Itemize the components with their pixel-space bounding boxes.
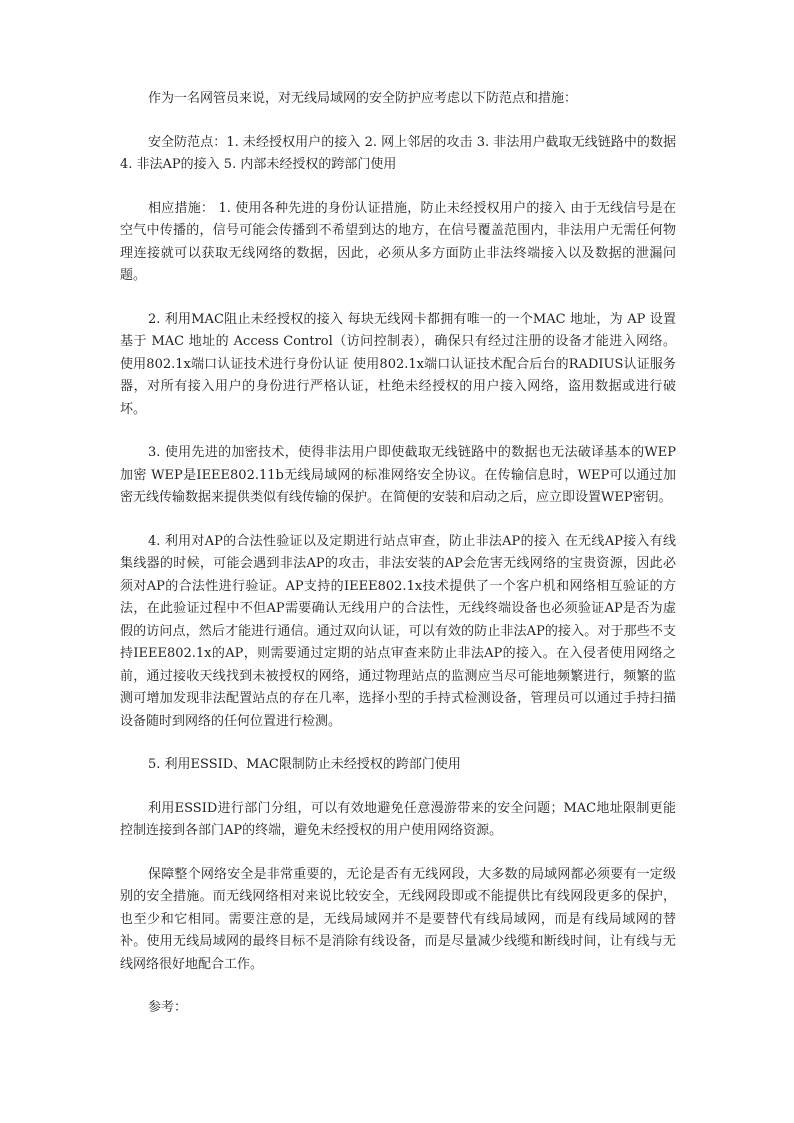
intro-paragraph: 作为一名网管员来说，对无线局域网的安全防护应考虑以下防范点和措施： (148, 91, 578, 106)
measure-2-paragraph: 2. 利用MAC阻止未经授权的接入 每块无线网卡都拥有唯一的一个MAC 地址，为 AP 设置基于 MAC 地址的 Access Control（访问控制表），确保只有经过注册的设备才能进入网络。 使用802.1x端口认证技术进行身份认证 使用802.1x端口认证技术配合后台的RADIUS认证服务器，对所有接入用户的身份进行严格认证，杜绝未经授权的用户接入网络，盗用数据或进行破坏。 (120, 311, 676, 417)
document-body (120, 88, 676, 1041)
measure-1-paragraph: 相应措施： 1. 使用各种先进的身份认证措施，防止未经授权用户的接入 由于无线信号是在空气中传播的，信号可能会传播到不希望到达的地方，在信号覆盖范围内，非法用户无需任何物理连接就可以获取无线网络的数据，因此，必须从多方面防止非法终端接入以及数据的泄漏问题。 (120, 200, 676, 283)
conclusion-paragraph: 保障整个网络安全是非常重要的，无论是否有无线网段，大多数的局域网都必须要有一定级别的安全措施。而无线网络相对来说比较安全，无线网段即或不能提供比有线网段更多的保护，也至少和它相同。需要注意的是，无线局域网并不是要替代有线局域网，而是有线局域网的替补。使用无线局域网的最终目标不是消除有线设备，而是尽量减少线缆和断线时间，让有线与无线网络很好地配合工作。 (120, 866, 676, 972)
measure-5-heading: 5. 利用ESSID、MAC限制防止未经授权的跨部门使用 (148, 757, 461, 772)
measure-5-paragraph: 利用ESSID进行部门分组，可以有效地避免任意漫游带来的安全问题；MAC地址限制更能控制连接到各部门AP的终端，避免未经授权的用户使用网络资源。 (120, 800, 676, 838)
measure-4-paragraph: 4. 利用对AP的合法性验证以及定期进行站点审查，防止非法AP的接入 在无线AP接入有线集线器的时候，可能会遇到非法AP的攻击，非法安装的AP会危害无线网络的宝贵资源，因此必须对AP的合法性进行验证。AP支持的IEEE802.1x技术提供了一个客户机和网络相互验证的方法，在此验证过程中不但AP需要确认无线用户的合法性，无线终端设备也必须验证AP是否为虚假的访问点，然后才能进行通信。通过双向认证，可以有效的防止非法AP的接入。对于那些不支持IEEE802.1x的AP，则需要通过定期的站点审查来防止非法AP的接入。在入侵者使用网络之前，通过接收天线找到未被授权的网络，通过物理站点的监测应当尽可能地频繁进行，频繁的监测可增加发现非法配置站点的存在几率，选择小型的手持式检测设备，管理员可以通过手持扫描设备随时到网络的任何位置进行检测。 (120, 533, 676, 729)
reference-label: 参考： (148, 1000, 188, 1015)
measure-3-paragraph: 3. 使用先进的加密技术，使得非法用户即使截取无线链路中的数据也无法破译基本的WEP加密 WEP是IEEE802.11b无线局域网的标准网络安全协议。在传输信息时，WEP可以通过加密无线传输数据来提供类似有线传输的保护。在简便的安装和启动之后，应立即设置WEP密钥。 (120, 445, 676, 505)
security-points-paragraph: 安全防范点：1. 未经授权用户的接入 2. 网上邻居的攻击 3. 非法用户截取无线链路中的数据 4. 非法AP的接入 5. 内部未经授权的跨部门使用 (120, 134, 676, 172)
